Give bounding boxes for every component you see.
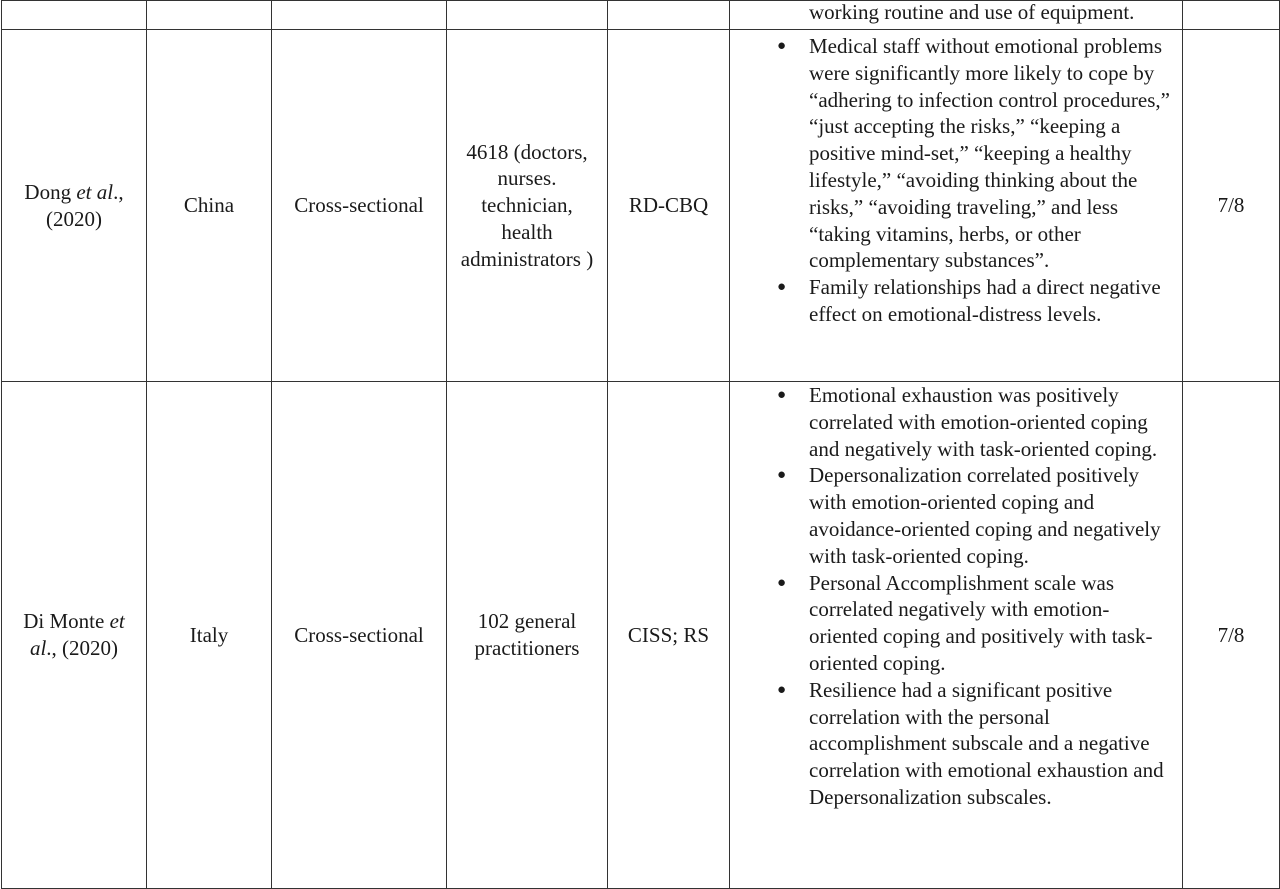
instrument-text: CISS; RS bbox=[627, 622, 710, 647]
findings-cell bbox=[730, 30, 1183, 382]
instrument-cell bbox=[608, 382, 730, 889]
list-item: ● Personal Accomplishment scale was correlated negatively with emotion-oriented coping and positively with task-oriented coping. bbox=[777, 570, 1153, 675]
bullet-icon: ● bbox=[777, 467, 787, 484]
sample-cell bbox=[447, 1, 608, 30]
list-item: ● Family relationships had a direct negative effect on emotional-distress levels. bbox=[777, 275, 1161, 326]
design-cell bbox=[272, 30, 447, 382]
findings-list bbox=[730, 33, 1182, 328]
bullet-icon: ● bbox=[777, 38, 787, 54]
findings-cell bbox=[730, 1, 1183, 30]
author-cell bbox=[2, 382, 147, 889]
country-cell bbox=[147, 30, 272, 382]
instrument-cell bbox=[608, 30, 730, 382]
author-cell bbox=[2, 1, 147, 30]
bullet-icon: ● bbox=[777, 681, 787, 698]
bullet-icon: ● bbox=[777, 279, 787, 296]
sample-text: 4618 (doctors, nurses. technician, health administrators ) bbox=[460, 139, 594, 271]
bullet-icon: ● bbox=[777, 574, 787, 591]
instrument-text: RD-CBQ bbox=[628, 193, 709, 218]
sample-cell bbox=[447, 382, 608, 889]
list-item: ● Emotional exhaustion was positively correlated with emotion-oriented coping and negatively with task-oriented coping. bbox=[777, 383, 1158, 461]
quality-cell bbox=[1183, 1, 1280, 30]
country-cell bbox=[147, 382, 272, 889]
list-item: ● Depersonalization correlated positively with emotion-oriented coping and avoidance-oriented coping and negatively with task-oriented coping. bbox=[777, 463, 1161, 568]
quality-cell bbox=[1183, 382, 1280, 889]
study-table bbox=[1, 0, 1280, 889]
country-cell bbox=[147, 1, 272, 30]
author-cell bbox=[2, 30, 147, 382]
list-item: ● Medical staff without emotional problems were significantly more likely to cope by “adhering to infection control procedures,” “just accepting the risks,” “keeping a positive mind-set,” “keeping a healthy lifestyle,” “avoiding thinking about the risks,” “avoiding traveling,” and less “taking vitamins, herbs, or other complementary substances”. bbox=[777, 34, 1170, 273]
sample-text: 102 general practitioners bbox=[474, 609, 580, 660]
country-text: Italy bbox=[189, 622, 229, 647]
design-cell bbox=[272, 382, 447, 889]
findings-continuation-text: working routine and use of equipment. bbox=[809, 0, 1135, 24]
country-text: China bbox=[183, 193, 235, 218]
design-cell bbox=[272, 1, 447, 30]
design-text: Cross-sectional bbox=[294, 622, 424, 647]
quality-score: 7/8 bbox=[1217, 193, 1245, 218]
table-row-continued bbox=[2, 1, 1280, 30]
author-text: Dong et al., (2020) bbox=[24, 179, 124, 231]
findings-cell bbox=[730, 382, 1183, 889]
findings-list bbox=[730, 382, 1182, 811]
quality-score: 7/8 bbox=[1217, 622, 1245, 647]
list-item: ● Resilience had a significant positive correlation with the personal accomplishment subscale and a negative correlation with emotional exhaustion and Depersonalization subscales. bbox=[777, 677, 1164, 809]
instrument-cell bbox=[608, 1, 730, 30]
design-text: Cross-sectional bbox=[294, 193, 424, 218]
table-row bbox=[2, 382, 1280, 889]
table-row bbox=[2, 30, 1280, 382]
author-text: Di Monte et al., (2020) bbox=[23, 609, 125, 660]
bullet-icon: ● bbox=[777, 387, 787, 403]
sample-cell bbox=[447, 30, 608, 382]
quality-cell bbox=[1183, 30, 1280, 382]
